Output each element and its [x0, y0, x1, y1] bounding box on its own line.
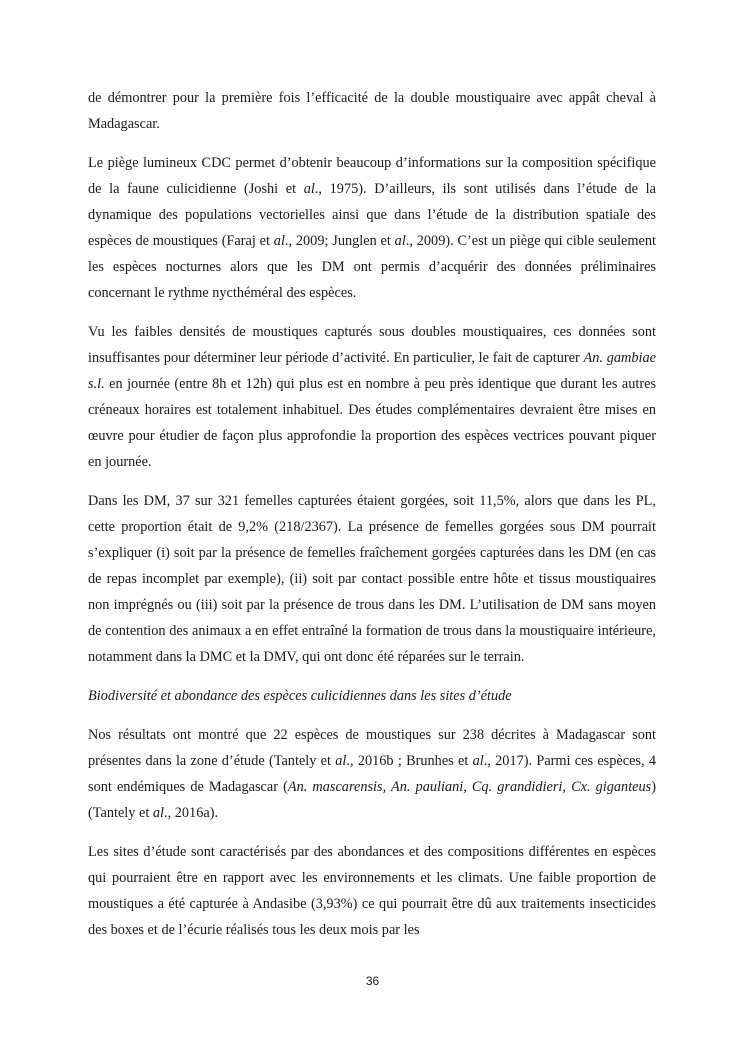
- italic-text-segment: al: [273, 233, 285, 249]
- text-segment: Les sites d’étude sont caractérisés par des abondances et des compositions différentes en espèces qui pourraient être en rapport avec les environnements et les climats. Une faible proportion de moustiques a été capturée à Andasibe (3,93%) ce qui pourrait être dû aux traitements insecticides des boxes et de l’écurie réalisés tous les deux mois par les: [88, 844, 656, 938]
- italic-text-segment: An. mascarensis, An. pauliani, Cq. grandidieri, Cx. giganteus: [287, 779, 652, 795]
- text-segment: Dans les DM, 37 sur 321 femelles capturées étaient gorgées, soit 11,5%, alors que dans les PL, cette proportion était de 9,2% (218/2367). La présence de femelles gorgées sous DM pourrait s’expliquer (i) soit par la présence de femelles fraîchement gorgées capturées dans les DM (en cas de repas incomplet par exemple), (ii) soit par contact possible entre hôte et tissus moustiquaires non imprégnés ou (iii) soit par la présence de trous dans les DM. L’utilisation de DM sans moyen de contention des animaux a en effet entraîné la formation de trous dans la moustiquaire intérieure, notamment dans la DMC et la DMV, qui ont donc été réparées sur le terrain.: [88, 493, 656, 665]
- document-body: [88, 85, 656, 956]
- italic-text-segment: al: [303, 181, 315, 197]
- paragraph-3: [88, 319, 656, 475]
- paragraph-1: [88, 85, 656, 137]
- italic-text-segment: An. gambiae s.l.: [88, 350, 656, 392]
- text-segment: de démontrer pour la première fois l’efficacité de la double moustiquaire avec appât cheval à Madagascar.: [88, 90, 656, 132]
- text-segment: ., 2009). C’est un piège qui cible seulement les espèces nocturnes alors que les DM ont permis d’acquérir des données préliminaires concernant le rythme nycthéméral des espèces.: [88, 233, 656, 301]
- paragraph-4: [88, 488, 656, 670]
- section-heading: [88, 683, 656, 709]
- text-segment: ., 2016a).: [164, 805, 219, 821]
- text-segment: Le piège lumineux CDC permet d’obtenir beaucoup d’informations sur la composition spécifique de la faune culicidienne (Joshi et: [88, 155, 656, 197]
- italic-text-segment: al: [394, 233, 406, 249]
- text-segment: ., 2017). Parmi ces espèces, 4 sont endémiques de Madagascar (: [88, 753, 656, 795]
- text-segment: en journée (entre 8h et 12h) qui plus est en nombre à peu près identique que durant les autres créneaux horaires est totalement inhabituel. Des études complémentaires devraient être mises en œuvre pour étudier de façon plus approfondie la proportion des espèces vectrices pouvant piquer en journée.: [88, 376, 656, 470]
- italic-text-segment: Biodiversité et abondance des espèces culicidiennes dans les sites d’étude: [88, 688, 512, 704]
- italic-text-segment: al: [152, 805, 165, 821]
- text-segment: Vu les faibles densités de moustiques capturés sous doubles moustiquaires, ces données sont insuffisantes pour déterminer leur période d’activité. En particulier, le fait de capturer: [88, 324, 656, 366]
- page-number: 36: [365, 974, 380, 988]
- text-segment: ) (Tantely et: [88, 779, 656, 821]
- text-segment: ., 2016b ; Brunhes et: [346, 753, 473, 769]
- paragraph-2: [88, 150, 656, 306]
- text-segment: ., 2009; Junglen et: [284, 233, 395, 249]
- text-segment: ., 1975). D’ailleurs, ils sont utilisés dans l’étude de la dynamique des populations vectorielles ainsi que dans l’étude de la distribution spatiale des espèces de moustiques (Faraj et: [88, 181, 656, 249]
- text-segment: Nos résultats ont montré que 22 espèces de moustiques sur 238 décrites à Madagascar sont présentes dans la zone d’étude (Tantely et: [88, 727, 656, 769]
- paragraph-5: [88, 722, 656, 826]
- italic-text-segment: al: [472, 753, 484, 769]
- paragraph-6: [88, 839, 656, 943]
- italic-text-segment: al: [335, 753, 347, 769]
